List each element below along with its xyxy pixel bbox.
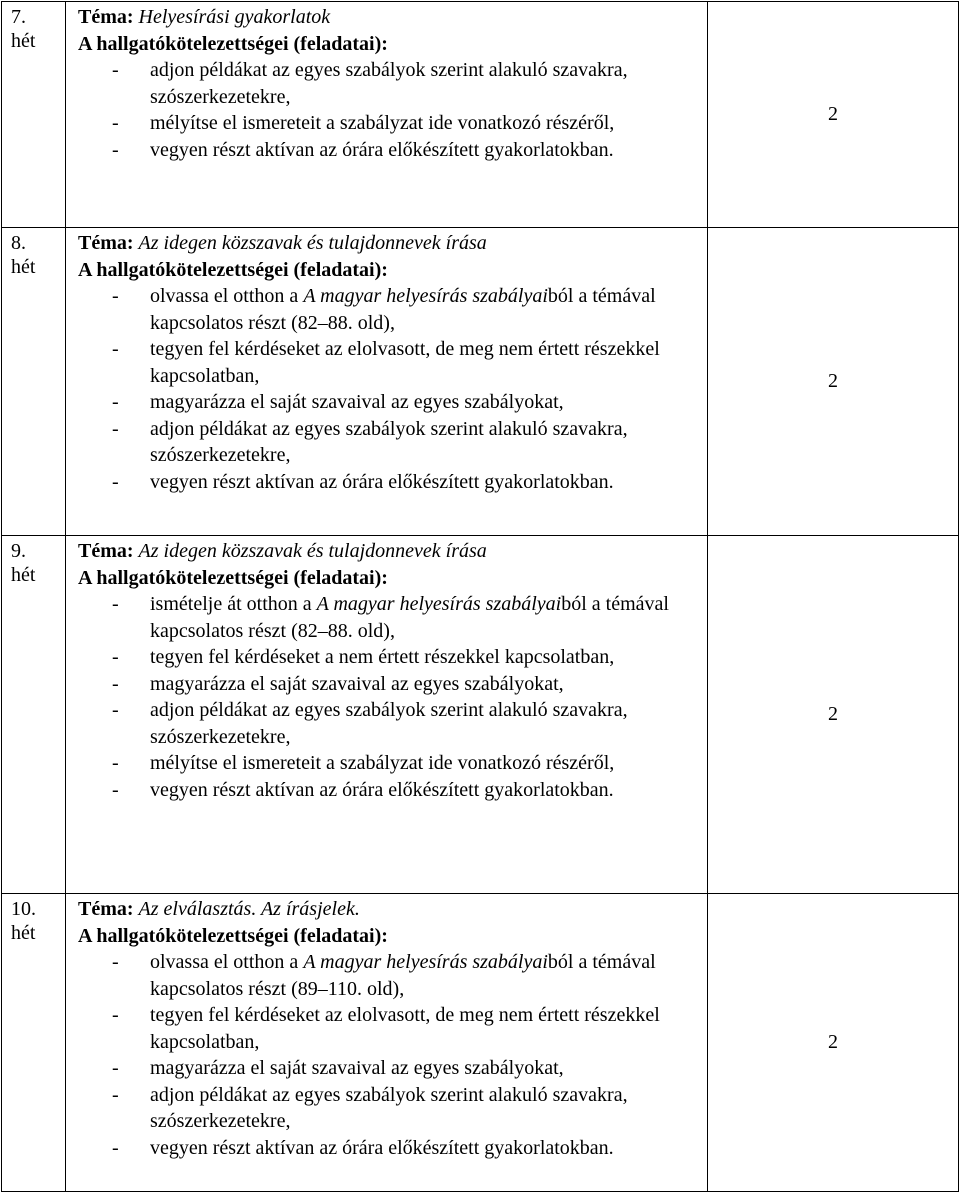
task-text-rest: ból a témával kapcsolatos részt (89–110. old), xyxy=(150,951,656,1000)
task-item xyxy=(78,1135,703,1162)
task-text: olvassa el otthon a xyxy=(150,951,304,973)
task-item xyxy=(78,389,703,416)
task-item xyxy=(78,949,703,1002)
task-item xyxy=(78,750,703,777)
hours-cell: 2 xyxy=(708,228,959,536)
task-text: mélyítse el ismereteit a szabályzat ide vonatkozó részéről, xyxy=(150,112,615,134)
week-number: 10. xyxy=(11,898,36,920)
task-item xyxy=(78,283,703,336)
task-text: olvassa el otthon a xyxy=(150,285,304,307)
topic-label: Téma: xyxy=(78,540,134,562)
week-number: 9. xyxy=(11,540,26,562)
requirements-heading: A hallgatókötelezettségei (feladatai): xyxy=(78,924,388,947)
bullet-dash: - xyxy=(112,1136,119,1159)
week-unit: hét xyxy=(11,30,36,52)
bullet-dash: - xyxy=(112,391,119,413)
task-text: tegyen fel kérdéseket az elolvasott, de meg nem értett részekkel kapcsolatban, xyxy=(150,338,660,387)
bullet-dash: - xyxy=(112,1083,119,1106)
bullet-dash: - xyxy=(112,951,119,973)
task-text: ismételje át otthon a xyxy=(150,593,317,615)
task-text: adjon példákat az egyes szabályok szerint alakuló szavakra, szószerkezetekre, xyxy=(150,699,628,748)
bullet-dash: - xyxy=(112,1004,119,1026)
hours-cell: 2 xyxy=(708,2,959,228)
task-text-rest: ból a témával kapcsolatos részt (82–88. old), xyxy=(150,593,669,642)
task-text: mélyítse el ismereteit a szabályzat ide vonatkozó részéről, xyxy=(150,752,615,774)
week-cell xyxy=(2,2,66,228)
content-cell xyxy=(66,536,708,894)
topic-title: Az idegen közszavak és tulajdonnevek írása xyxy=(138,232,487,254)
task-item xyxy=(78,1055,703,1082)
week-cell xyxy=(2,894,66,1192)
task-item xyxy=(78,1002,703,1055)
task-item xyxy=(78,137,703,164)
task-item xyxy=(78,469,703,496)
task-text: adjon példákat az egyes szabályok szerint alakuló szavakra, szószerkezetekre, xyxy=(150,417,628,466)
topic-label: Téma: xyxy=(78,898,134,920)
bullet-dash: - xyxy=(112,285,119,307)
bullet-dash: - xyxy=(112,752,119,774)
task-item xyxy=(78,416,703,469)
week-row xyxy=(2,2,959,228)
week-cell xyxy=(2,228,66,536)
task-item xyxy=(78,671,703,698)
bullet-dash: - xyxy=(112,699,119,721)
task-text: vegyen részt aktívan az órára előkészített gyakorlatokban. xyxy=(150,778,614,801)
task-text: magyarázza el saját szavaival az egyes szabályokat, xyxy=(150,672,564,695)
bullet-dash: - xyxy=(112,112,119,134)
task-item xyxy=(78,697,703,750)
task-text-rest: ból a témával kapcsolatos részt (82–88. old), xyxy=(150,285,656,334)
task-item xyxy=(78,591,703,644)
bullet-dash: - xyxy=(112,1057,119,1079)
task-text: magyarázza el saját szavaival az egyes szabályokat, xyxy=(150,1057,564,1079)
task-text: adjon példákat az egyes szabályok szerint alakuló szavakra, szószerkezetekre, xyxy=(150,1083,628,1132)
task-item xyxy=(78,110,703,137)
content-cell xyxy=(66,2,708,228)
topic-title: Helyesírási gyakorlatok xyxy=(138,6,331,28)
bullet-dash: - xyxy=(112,778,119,801)
week-row xyxy=(2,536,959,894)
task-text: vegyen részt aktívan az órára előkészített gyakorlatokban. xyxy=(150,138,614,161)
requirements-heading: A hallgatókötelezettségei (feladatai): xyxy=(78,32,388,55)
task-item xyxy=(78,777,703,804)
requirements-heading: A hallgatókötelezettségei (feladatai): xyxy=(78,258,388,281)
bullet-dash: - xyxy=(112,338,119,360)
task-item xyxy=(78,336,703,389)
week-unit: hét xyxy=(11,564,36,586)
requirements-heading: A hallgatókötelezettségei (feladatai): xyxy=(78,566,388,589)
bullet-dash: - xyxy=(112,417,119,440)
book-title: A magyar helyesírás szabályai xyxy=(303,951,548,973)
book-title: A magyar helyesírás szabályai xyxy=(316,593,562,615)
task-item xyxy=(78,644,703,671)
week-unit: hét xyxy=(11,256,36,278)
topic-title: Az idegen közszavak és tulajdonnevek írása xyxy=(138,540,487,562)
topic-line xyxy=(78,230,703,257)
bullet-dash: - xyxy=(112,646,119,668)
bullet-dash: - xyxy=(112,138,119,161)
book-title: A magyar helyesírás szabályai xyxy=(303,285,548,307)
bullet-dash: - xyxy=(112,59,119,81)
hours-cell: 2 xyxy=(708,536,959,894)
content-cell xyxy=(66,228,708,536)
hours-cell: 2 xyxy=(708,894,959,1192)
bullet-dash: - xyxy=(112,672,119,695)
syllabus-table xyxy=(1,1,959,1192)
task-text: tegyen fel kérdéseket az elolvasott, de meg nem értett részekkel kapcsolatban, xyxy=(150,1004,660,1053)
topic-line xyxy=(78,4,703,31)
topic-label: Téma: xyxy=(78,6,134,28)
week-row xyxy=(2,228,959,536)
task-item xyxy=(78,1082,703,1135)
content-cell xyxy=(66,894,708,1192)
bullet-dash: - xyxy=(112,470,119,493)
topic-label: Téma: xyxy=(78,232,134,254)
task-text: magyarázza el saját szavaival az egyes szabályokat, xyxy=(150,391,564,413)
task-text: vegyen részt aktívan az órára előkészített gyakorlatokban. xyxy=(150,470,614,493)
task-text: tegyen fel kérdéseket a nem értett részekkel kapcsolatban, xyxy=(150,646,615,668)
week-unit: hét xyxy=(11,922,36,944)
task-item xyxy=(78,57,703,110)
week-row xyxy=(2,894,959,1192)
topic-line xyxy=(78,896,703,923)
week-number: 7. xyxy=(11,6,26,28)
task-text: adjon példákat az egyes szabályok szerint alakuló szavakra, szószerkezetekre, xyxy=(150,59,628,108)
bullet-dash: - xyxy=(112,593,119,615)
week-cell xyxy=(2,536,66,894)
topic-title: Az elválasztás. Az írásjelek. xyxy=(138,898,360,920)
task-text: vegyen részt aktívan az órára előkészített gyakorlatokban. xyxy=(150,1136,614,1159)
week-number: 8. xyxy=(11,232,26,254)
topic-line xyxy=(78,538,703,565)
